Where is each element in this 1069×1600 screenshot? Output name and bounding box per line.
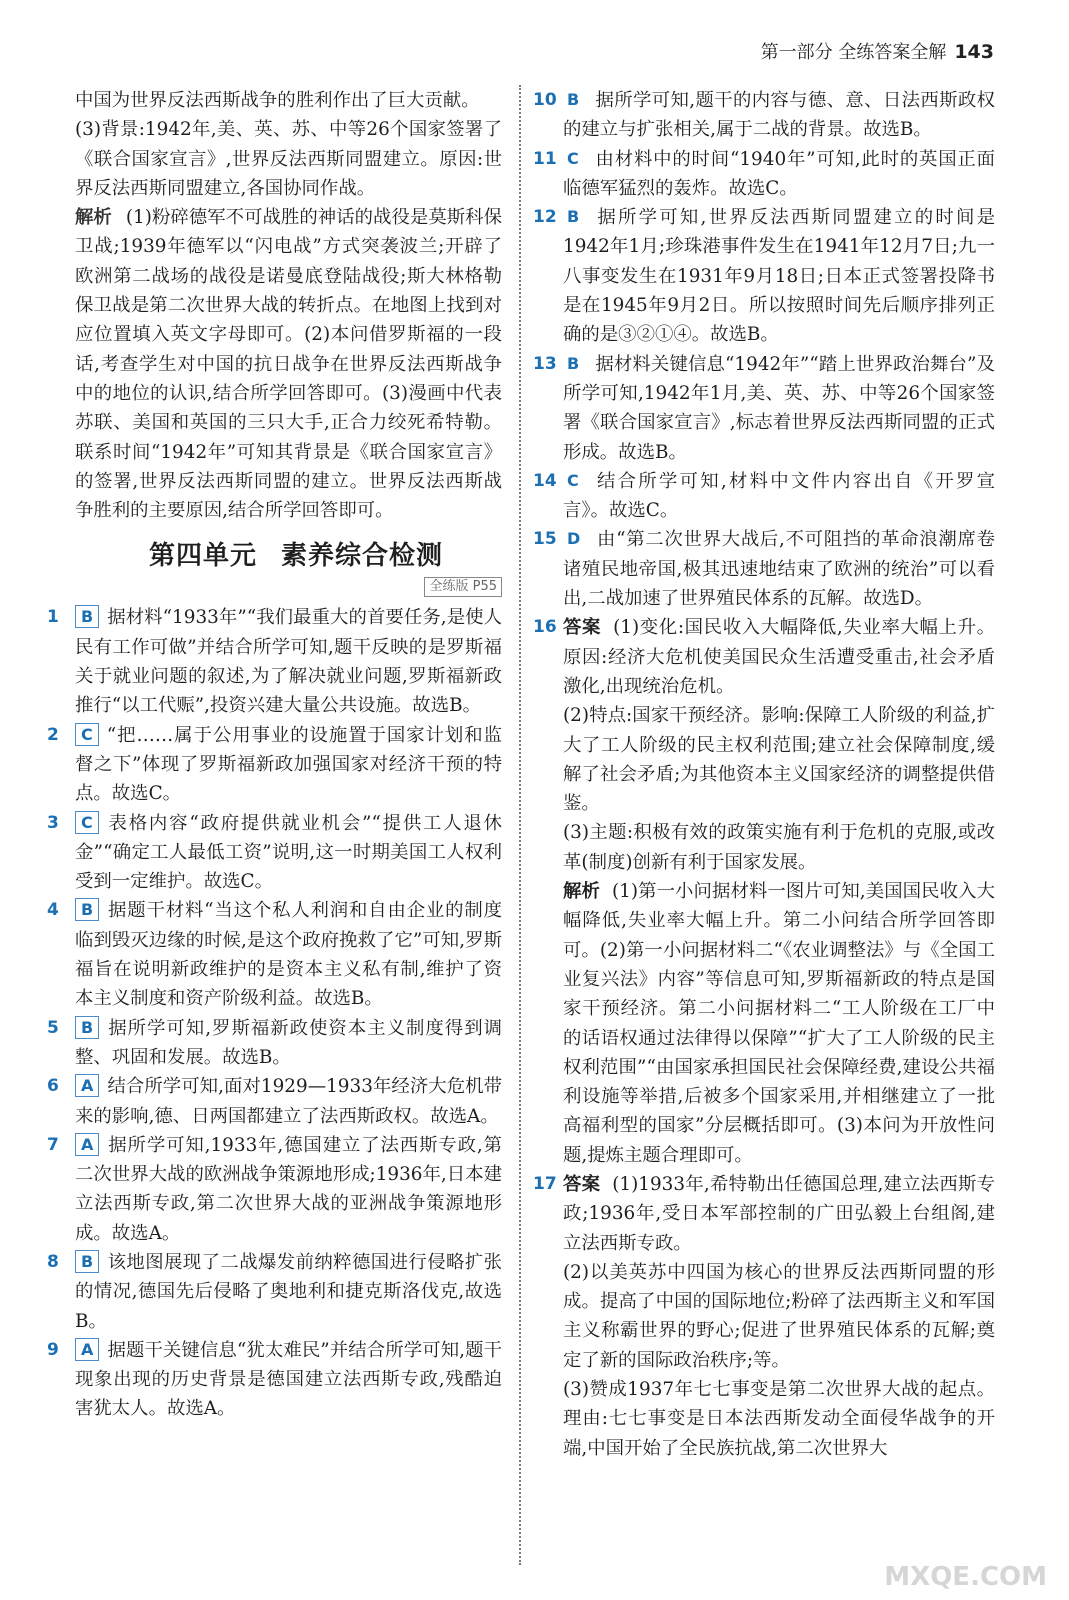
answer-choice-badge: A <box>75 1074 99 1097</box>
question-item <box>533 525 995 613</box>
question-number: 15 <box>533 529 557 550</box>
question-item <box>47 1336 502 1424</box>
question-item <box>533 350 995 467</box>
question-item <box>47 603 502 720</box>
q16-part-3: (3)主题:积极有效的政策实施有利于危机的克服,或改革(制度)创新有利于国家发展。 <box>563 822 995 873</box>
question-number: 16 <box>533 617 557 638</box>
explanation-text: “把……属于公用事业的设施置于国家计划和监督之下”体现了罗斯福新政加强国家对经济干预的特点。故选C。 <box>75 724 502 805</box>
left-column <box>47 86 502 1424</box>
question-number: 14 <box>533 470 557 491</box>
answer-choice-badge: C <box>75 723 99 746</box>
answer-choice-badge: B <box>567 353 580 373</box>
explanation-text: 据材料关键信息“1942年”“踏上世界政治舞台”及所学可知,1942年1月,美、英、苏、中等26个国家签署《联合国家宣言》,标志着世界反法西斯同盟的正式形成。故选B。 <box>563 353 995 463</box>
answer-continuation: 中国为世界反法西斯战争的胜利作出了巨大贡献。 <box>75 90 480 111</box>
column-divider <box>519 85 521 1565</box>
question-17 <box>533 1170 995 1258</box>
question-item <box>47 721 502 809</box>
analysis-label: 解析 <box>75 207 112 229</box>
answer-choice-badge: C <box>567 470 579 490</box>
question-item <box>533 86 995 145</box>
answer-choice-badge: B <box>75 605 99 628</box>
explanation-text: 据题干关键信息“犹太难民”并结合所学可知,题干现象出现的历史背景是德国建立法西斯专政,残酷迫害犹太人。故选A。 <box>75 1339 502 1420</box>
explanation-text: 据所学可知,罗斯福新政使资本主义制度得到调整、巩固和发展。故选B。 <box>75 1017 502 1068</box>
question-number: 11 <box>533 148 557 169</box>
analysis-label: 解析 <box>563 881 600 903</box>
unit-title-part1: 第四单元 <box>148 541 257 572</box>
question-number: 6 <box>47 1076 59 1097</box>
question-item <box>47 896 502 1013</box>
right-question-list <box>533 86 995 613</box>
question-item <box>533 203 995 349</box>
answer-label: 答案 <box>563 617 602 639</box>
explanation-text: 表格内容“政府提供就业机会”“提供工人退休金”“确定工人最低工资”说明,这一时期美国工人权利受到一定维护。故选C。 <box>75 812 502 893</box>
q16-part-2: (2)特点:国家干预经济。影响:保障工人阶级的利益,扩大了工人阶级的民主权利范围;建立社会保障制度,缓解了社会矛盾;为其他资本主义国家经济的调整提供借鉴。 <box>563 705 995 815</box>
answer-label: 答案 <box>563 1173 601 1195</box>
answer-choice-badge: B <box>567 90 580 109</box>
explanation-text: 结合所学可知,面对1929—1933年经济大危机带来的影响,德、日两国都建立了法西斯政权。故选A。 <box>75 1076 502 1127</box>
question-number: 8 <box>47 1251 59 1272</box>
question-number: 3 <box>47 812 59 833</box>
answer-choice-badge: C <box>567 148 579 168</box>
answer-text: (1)变化:国民收入大幅降低,失业率大幅上升。原因:经济大危机使美国民众生活遭受重击,社会矛盾激化,出现统治危机。 <box>563 617 995 697</box>
answer-choice-badge: B <box>75 1250 99 1273</box>
section-title: 第一部分 全练答案全解 <box>760 42 947 63</box>
unit-title <box>90 539 502 573</box>
explanation-text: 据题干材料“当这个私人利润和自由企业的制度临到毁灭边缘的时候,是这个政府挽救了它”可知,罗斯福旨在说明新政维护的是资本主义私有制,维护了资本主义制度和资产阶级利益。故选B。 <box>75 900 502 1010</box>
explanation-text: 由“第二次世界大战后,不可阻挡的革命浪潮席卷诸殖民地帝国,极其迅速地结束了欧洲的统治”可以看出,二战加速了世界殖民体系的瓦解。故选D。 <box>563 529 995 610</box>
edition-badge: 全练版 P55 <box>424 577 502 597</box>
explanation-text: 据所学可知,题干的内容与德、意、日法西斯政权的建立与扩张相关,属于二战的背景。故选B。 <box>563 90 995 141</box>
q16-analysis <box>533 877 995 1170</box>
explanation-text: 该地图展现了二战爆发前纳粹德国进行侵略扩张的情况,德国先后侵略了奥地利和捷克斯洛伐克,故选B。 <box>75 1251 502 1332</box>
answer-choice-badge: B <box>75 898 99 921</box>
answer-choice-badge: B <box>75 1016 99 1039</box>
question-number: 4 <box>47 900 59 921</box>
question-16 <box>533 613 995 701</box>
answer-part-3: (3)背景:1942年,美、英、苏、中等26个国家签署了《联合国家宣言》,世界反法西斯同盟建立。原因:世界反法西斯同盟建立,各国协同作战。 <box>75 119 502 199</box>
explanation-text: 据所学可知,世界反法西斯同盟建立的时间是1942年1月;珍珠港事件发生在1941年12月7日;九一八事变发生在1931年9月18日;日本正式签署投降书是在1945年9月2日。所以按照时间先后顺序排列正确的是③②①④。故选B。 <box>563 207 995 346</box>
explanation-text: 据材料“1933年”“我们最重大的首要任务,是使人民有工作可做”并结合所学可知,题干反映的是罗斯福关于就业问题的叙述,为了解决就业问题,罗斯福新政推行“以工代赈”,投资兴建大量公共设施。故选B。 <box>75 607 502 717</box>
explanation-text: 据所学可知,1933年,德国建立了法西斯专政,第二次世界大战的欧洲战争策源地形成;1936年,日本建立法西斯专政,第二次世界大战的亚洲战争策源地形成。故选A。 <box>75 1134 502 1244</box>
answer-text: (1)1933年,希特勒出任德国总理,建立法西斯专政;1936年,受日本军部控制的广田弘毅上台组阁,建立法西斯专政。 <box>563 1173 995 1254</box>
answer-choice-badge: C <box>75 811 99 834</box>
answer-choice-badge: A <box>75 1338 99 1361</box>
question-item <box>47 1131 502 1248</box>
question-number: 13 <box>533 353 557 374</box>
question-item <box>47 1072 502 1131</box>
explanation-text: 结合所学可知,材料中文件内容出自《开罗宣言》。故选C。 <box>563 470 995 522</box>
question-number: 1 <box>47 607 59 628</box>
question-number: 2 <box>47 724 59 745</box>
question-number: 9 <box>47 1339 59 1360</box>
unit-title-part2: 素养综合检测 <box>281 541 444 572</box>
question-item <box>47 809 502 897</box>
question-item <box>533 145 995 204</box>
q17-part-3: (3)赞成1937年七七事变是第二次世界大战的起点。理由:七七事变是日本法西斯发动全面侵华战争的开端,中国开始了全民族抗战,第二次世界大 <box>563 1379 995 1459</box>
question-item <box>47 1014 502 1073</box>
question-number: 7 <box>47 1134 59 1155</box>
question-number: 17 <box>533 1173 557 1194</box>
page-number: 143 <box>954 41 994 63</box>
explanation-text: 由材料中的时间“1940年”可知,此时的英国正面临德军猛烈的轰炸。故选C。 <box>563 148 995 199</box>
right-column <box>533 86 995 1463</box>
page-header <box>761 38 994 64</box>
question-item <box>47 1248 502 1336</box>
answer-choice-badge: D <box>567 529 581 549</box>
watermark: MXQE.COM <box>884 1562 1047 1592</box>
analysis-text: (1)第一小问据材料一图片可知,美国国民收入大幅降低,失业率大幅上升。第二小问结合所学回答即可。(2)第一小问据材料二“《农业调整法》与《全国工业复兴法》内容”等信息可知,罗斯福新政的特点是国家干预经济。第二小问据材料二“工人阶级在工厂中的话语权通过法律得以保障”“扩大了工人阶级的民主权利范围”“由国家承担国民社会保障经费,建设公共福利设施等举措,后被多个国家采用,并相继建立了一批高福利型的国家”分层概括即可。(3)本问为开放性问题,提炼主题合理即可。 <box>563 881 995 1166</box>
answer-choice-badge: A <box>75 1133 99 1156</box>
question-item <box>533 467 995 526</box>
analysis-block <box>50 203 502 525</box>
question-number: 5 <box>47 1017 59 1038</box>
q17-part-2: (2)以美英苏中四国为核心的世界反法西斯同盟的形成。提高了中国的国际地位;粉碎了法西斯主义和军国主义称霸世界的野心;促进了世界殖民体系的瓦解;奠定了新的国际政治秩序;等。 <box>563 1261 995 1371</box>
left-question-list <box>47 603 502 1423</box>
analysis-text: (1)粉碎德军不可战胜的神话的战役是莫斯科保卫战;1939年德军以“闪电战”方式突袭波兰;开辟了欧洲第二战场的战役是诺曼底登陆战役;斯大林格勒保卫战是第二次世界大战的转折点。在地图上找到对应位置填入英文字母即可。(2)本问借罗斯福的一段话,考查学生对中国的抗日战争在世界反法西斯战争中的地位的认识,结合所学回答即可。(3)漫画中代表苏联、美国和英国的三只大手,正合力绞死希特勒。联系时间“1942年”可知其背景是《联合国家宣言》的签署,世界反法西斯同盟的建立。世界反法西斯战争胜利的主要原因,结合所学回答即可。 <box>75 207 502 522</box>
answer-choice-badge: B <box>567 207 580 227</box>
question-number: 12 <box>533 207 557 228</box>
question-number: 10 <box>533 90 557 110</box>
